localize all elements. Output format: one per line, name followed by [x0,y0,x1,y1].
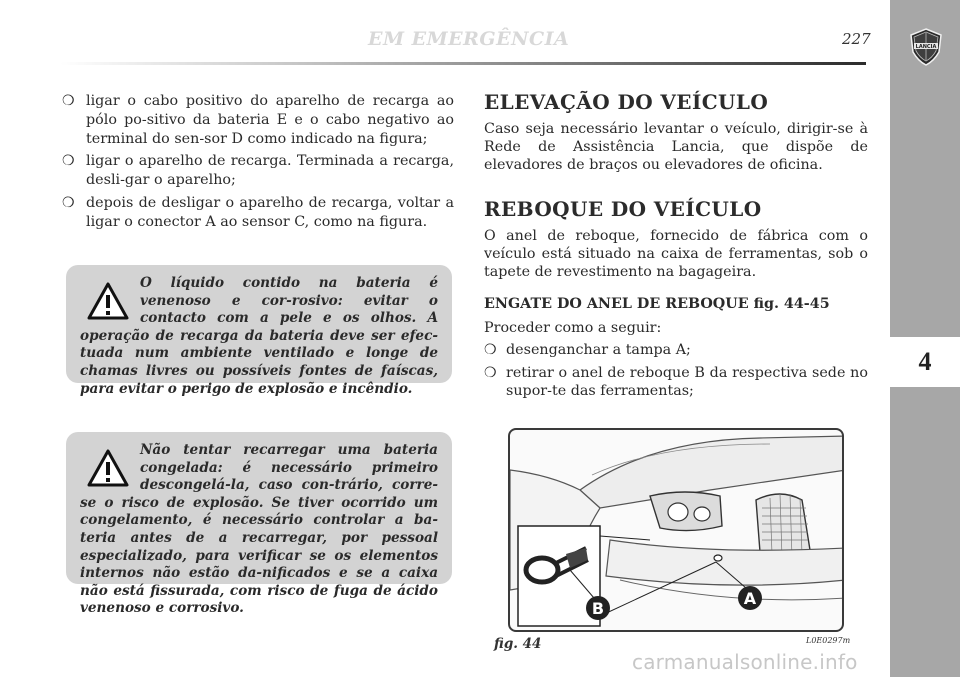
list-item: ❍ depois de desligar o aparelho de recarga, voltar a ligar o conector A ao sensor C, como na figura. [62,194,454,230]
right-column [484,90,868,400]
watermark: carmanualsonline.info [632,650,858,674]
list-item: ❍ ligar o cabo positivo do aparelho de recarga ao pólo po-sitivo da bateria E e o cabo negativo ao terminal do sen-sor D como indicado na figura; [62,93,454,147]
charging-steps-list [62,92,454,236]
header-rule [60,62,866,65]
page-number: 227 [842,30,871,48]
bullet-circle-icon: ❍ [484,342,497,359]
list-item: ❍ ligar o aparelho de recarga. Terminada a recarga, desli-gar o aparelho; [62,153,454,189]
procedure-intro: Proceder como a seguir: [484,320,662,337]
running-header-title: EM EMERGÊNCIA [368,28,570,50]
lifting-paragraph: Caso seja necessário levantar o veículo, dirigir-se à Rede de Assistência Lancia, que dispõe de elevadores de braços ou elevadores de oficina. [484,121,868,174]
bullet-circle-icon: ❍ [62,194,75,211]
bullet-circle-icon: ❍ [484,364,497,381]
list-item: ❍ retirar o anel de reboque B da respectiva sede no supor-te das ferramentas; [484,364,868,399]
label-b: B [591,599,605,618]
bullet-circle-icon: ❍ [62,93,75,109]
tow-steps-list [484,341,868,400]
section-title-lifting: ELEVAÇÃO DO VEÍCULO [484,90,769,114]
figure-caption: fig. 44 [494,636,542,652]
warning-text: Não tentar recarregar uma bateria congelada: é necessário primeiro descongelá-la, caso con-trário, corre-se o risco de explosão. Se tiver ocorrido um congelamento, é necessário controlar a ba-teria antes de a recarregar, por pessoal especializado, para verificar se os elementos internos não estão da-nificados e se a caixa não está fissurada, com risco de fuga de ácido venenoso e corrosivo. [80,442,438,617]
logo-text: LANCIA [915,44,937,50]
warning-text: O líquido contido na bateria é venenoso e cor-rosivo: evitar o contacto com a pele e os olhos. A operação de recarga da bateria deve ser efec-tuada num ambiente ventilado e longe de chamas livres ou possíveis fontes de faíscas, para evitar o perigo de explosão e incêndio. [80,275,438,397]
warning-box-frozen-battery [66,432,452,617]
chapter-tab[interactable]: 4 [890,337,960,387]
warning-triangle-icon [86,281,130,321]
lancia-logo-icon [909,28,943,66]
warning-triangle-icon [86,448,130,488]
figure-44 [508,428,844,632]
bullet-circle-icon: ❍ [62,153,75,170]
subheading-tow-ring: ENGATE DO ANEL DE REBOQUE fig. 44-45 [484,296,830,313]
list-item: ❍ desenganchar a tampa A; [484,342,691,359]
figure-code: L0E0297m [806,636,851,645]
warning-box-battery-liquid [66,265,452,397]
towing-paragraph: O anel de reboque, fornecido de fábrica com o veículo está situado na caixa de ferramentas, sob o tapete de revestimento na bagageira. [484,227,868,281]
car-front-illustration [510,430,844,632]
section-title-towing: REBOQUE DO VEÍCULO [484,196,762,221]
label-a: A [743,589,757,608]
